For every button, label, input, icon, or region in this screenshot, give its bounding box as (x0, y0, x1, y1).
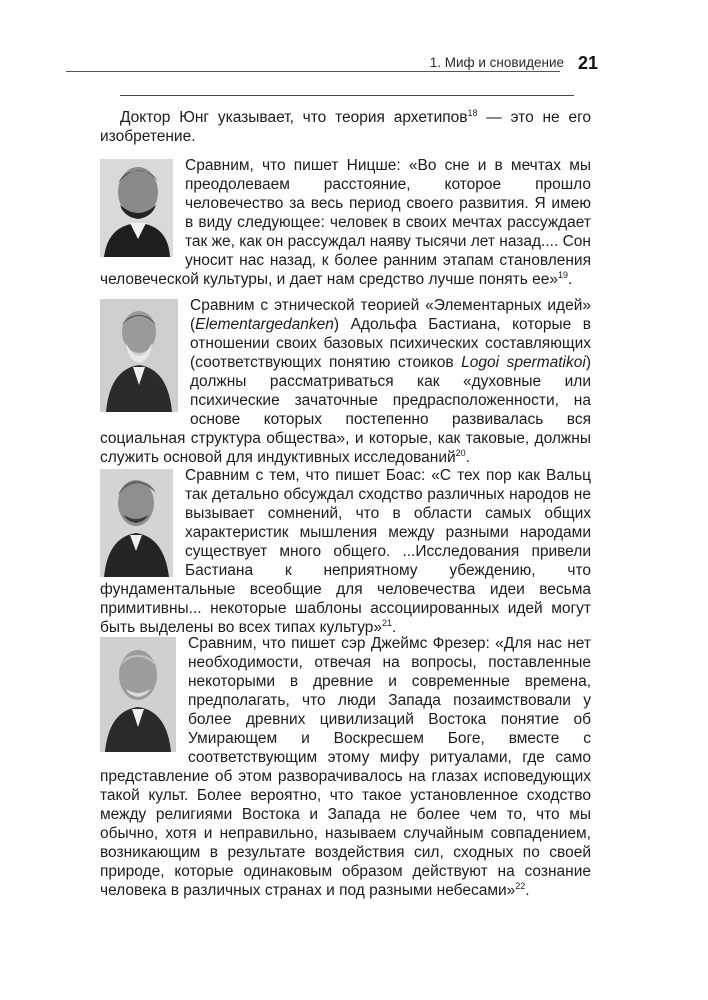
paragraph-text: Сравним с тем, что пишет Боас: «С тех пор как Вальц так детально обсуждал сходство различных народов не вызывает сомнений, что в области самых общих характеристик мышления между разными народами существует много общего. ...Исследования привели Бастиана к неприятному убеждению, что фундаментальные всеобщие для человечества идеи весьма примитивны... некоторые шаблоны ассоциированных идей могут быть выделены во всех типах культур» (100, 467, 591, 636)
footnote-ref: 21 (382, 617, 393, 628)
nietzsche-portrait (100, 159, 173, 257)
page-header (66, 55, 598, 77)
paragraph-text: ) Адольфа Бастиана, которые в отношении своих базовых психических составляющих (соответствующих понятию стоиков (190, 316, 591, 371)
header-rule (66, 71, 560, 72)
frazer-paragraph (100, 634, 591, 900)
boas-paragraph (100, 466, 591, 637)
paragraph-text-tail: . (392, 619, 397, 636)
italic-term: Elementargedanken (195, 316, 334, 333)
paragraph-text: Сравним, что пишет сэр Джеймс Фрезер: «Для нас нет необходимости, отвечая на вопросы, поставленные некоторыми в древние и современные времена, предполагать, что люди Запада позаимствовали у более древних цивилизаций Востока понятие об Умирающем и Воскресшем Боге, вместе с соответствующим этому мифу ритуалами, где само представление об этом разворачивалось на глазах исповедующих такой культ. Более вероятно, что такое установленное сходство между религиями Востока и Запада не более чем то, что мы обычно, хотя и неправильно, называем случайным совпадением, возникающим в результате воздействия сил, сходных по своей природе, которые одинаковым образом действуют на сознание человека в различных странах и под разными небесами» (100, 635, 591, 899)
footnote-ref: 22 (515, 880, 526, 891)
paragraph-text-tail: . (525, 882, 530, 899)
nietzsche-paragraph (100, 156, 591, 289)
paragraph-text-tail: . (568, 271, 573, 288)
footnote-ref: 18 (467, 107, 478, 118)
bastian-portrait (100, 299, 178, 412)
paragraph-text: ) должны рассматриваться как «духовные или психические зачаточные предрасположенности, на основе которых постепенно развивалась вся социальная структура общества», и которые, как таковые, должны служить основой для индуктивных исследований (100, 354, 591, 466)
section-divider (120, 95, 574, 96)
boas-portrait (100, 469, 173, 577)
footnote-ref: 20 (455, 447, 466, 458)
paragraph-text-tail: — это не его изобретение. (100, 109, 591, 145)
italic-term: Logoi spermatikoi (461, 354, 586, 371)
paragraph-text: Сравним с этнической теорией «Элементарных идей» ( (190, 297, 591, 333)
intro-paragraph (100, 108, 591, 146)
footnote-ref: 19 (558, 269, 569, 280)
running-title: 1. Миф и сновидение (429, 55, 564, 70)
page-number: 21 (577, 53, 598, 73)
paragraph-text-tail: . (465, 449, 470, 466)
paragraph-text: Доктор Юнг указывает, что теория архетипов (120, 109, 468, 126)
paragraph-text: Сравним, что пишет Ницше: «Во сне и в мечтах мы преодолеваем расстояние, которое прошло человечество за весь период своего развития. Я имею в виду следующее: человек в своих мечтах рассуждает так же, как он рассуждал наяву тысячи лет назад.... Сон уносит нас назад, к более ранним этапам становления человеческой культуры, и дает нам средство лучше понять ее» (100, 157, 591, 288)
frazer-portrait (100, 637, 176, 752)
bastian-paragraph (100, 296, 591, 467)
